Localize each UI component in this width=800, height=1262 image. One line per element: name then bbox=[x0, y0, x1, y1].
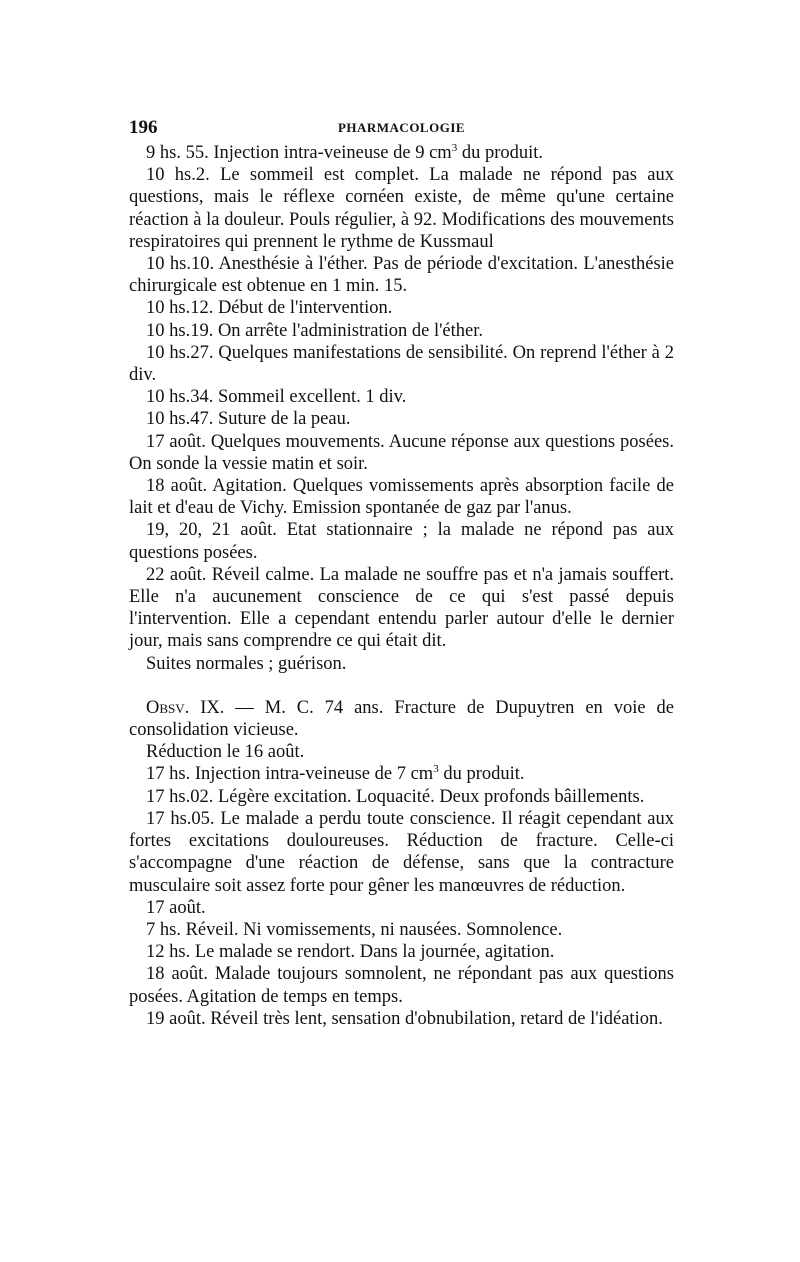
paragraph: 10 hs.12. Début de l'intervention. bbox=[146, 298, 393, 319]
paragraph: 19 août. Réveil très lent, sensation d'obnubilation, retard de l'idéation. bbox=[146, 1008, 663, 1029]
paragraph: Réduction le 16 août. bbox=[146, 742, 305, 763]
paragraph: 22 août. Réveil calme. La malade ne souffre pas et n'a jamais souffert. Elle n'a aucunement conscience de ce qui s'est passé depuis l'intervention. Elle a cependant entendu parler autour d'elle le dernier jour, mais sans comprendre ce qui était dit. bbox=[129, 564, 674, 652]
paragraph: 10 hs.47. Suture de la peau. bbox=[146, 409, 351, 430]
observation-heading: Obsv. IX. — M. C. 74 ans. Fracture de Dupuytren en voie de consolidation vicieuse. bbox=[129, 697, 674, 741]
paragraph: 17 août. bbox=[146, 897, 206, 918]
paragraph: 19, 20, 21 août. Etat stationnaire ; la malade ne répond pas aux questions posées. bbox=[129, 520, 674, 563]
paragraph: 17 août. Quelques mouvements. Aucune réponse aux questions posées. On sonde la vessie matin et soir. bbox=[129, 431, 674, 474]
paragraph: 10 hs.27. Quelques manifestations de sensibilité. On reprend l'éther à 2 div. bbox=[129, 342, 674, 386]
document-page bbox=[129, 116, 674, 1030]
paragraph: 10 hs.10. Anesthésie à l'éther. Pas de période d'excitation. L'anesthésie chirurgicale est obtenue en 1 min. 15. bbox=[129, 254, 674, 297]
paragraph: 17 hs.05. Le malade a perdu toute conscience. Il réagit cependant aux fortes excitations douloureuses. Réduction de fracture. Celle-ci s'accompagne d'une réaction de défense, sans que la contracture musculaire soit assez forte pour gêner les manœuvres de réduction. bbox=[129, 808, 674, 896]
page-number: 196 bbox=[129, 117, 158, 138]
observation-viii-continued bbox=[129, 142, 674, 675]
paragraph: 12 hs. Le malade se rendort. Dans la journée, agitation. bbox=[146, 942, 555, 963]
paragraph: 18 août. Agitation. Quelques vomissements après absorption facile de lait et d'eau de Vichy. Emission spontanée de gaz par l'anus. bbox=[129, 476, 674, 519]
paragraph: 7 hs. Réveil. Ni vomissements, ni nausées. Somnolence. bbox=[146, 919, 563, 940]
paragraph: 10 hs.2. Le sommeil est complet. La malade ne répond pas aux questions, mais le réflexe cornéen existe, de même qu'une certaine réaction à la douleur. Pouls régulier, à 92. Modifications des mouvements respiratoires qui prennent le rythme de Kussmaul bbox=[129, 165, 674, 252]
paragraph: 17 hs. Injection intra-veineuse de 7 $cm^3$ du produit. bbox=[146, 763, 525, 785]
observation-ix bbox=[129, 697, 674, 1030]
section-spacer bbox=[129, 675, 674, 697]
paragraph: 17 hs.02. Légère excitation. Loquacité. Deux profonds bâillements. bbox=[146, 786, 645, 807]
running-title: PHARMACOLOGIE bbox=[337, 120, 466, 135]
paragraph: 9 hs. 55. Injection intra-veineuse de 9 $cm^3$ du produit. bbox=[146, 141, 544, 163]
paragraph: 10 hs.34. Sommeil excellent. 1 div. bbox=[146, 387, 407, 408]
paragraph: 18 août. Malade toujours somnolent, ne répondant pas aux questions posées. Agitation de temps en temps. bbox=[129, 964, 674, 1007]
page-header bbox=[129, 116, 674, 142]
paragraph: Suites normales ; guérison. bbox=[146, 653, 347, 674]
paragraph: 10 hs.19. On arrête l'administration de l'éther. bbox=[146, 320, 484, 341]
